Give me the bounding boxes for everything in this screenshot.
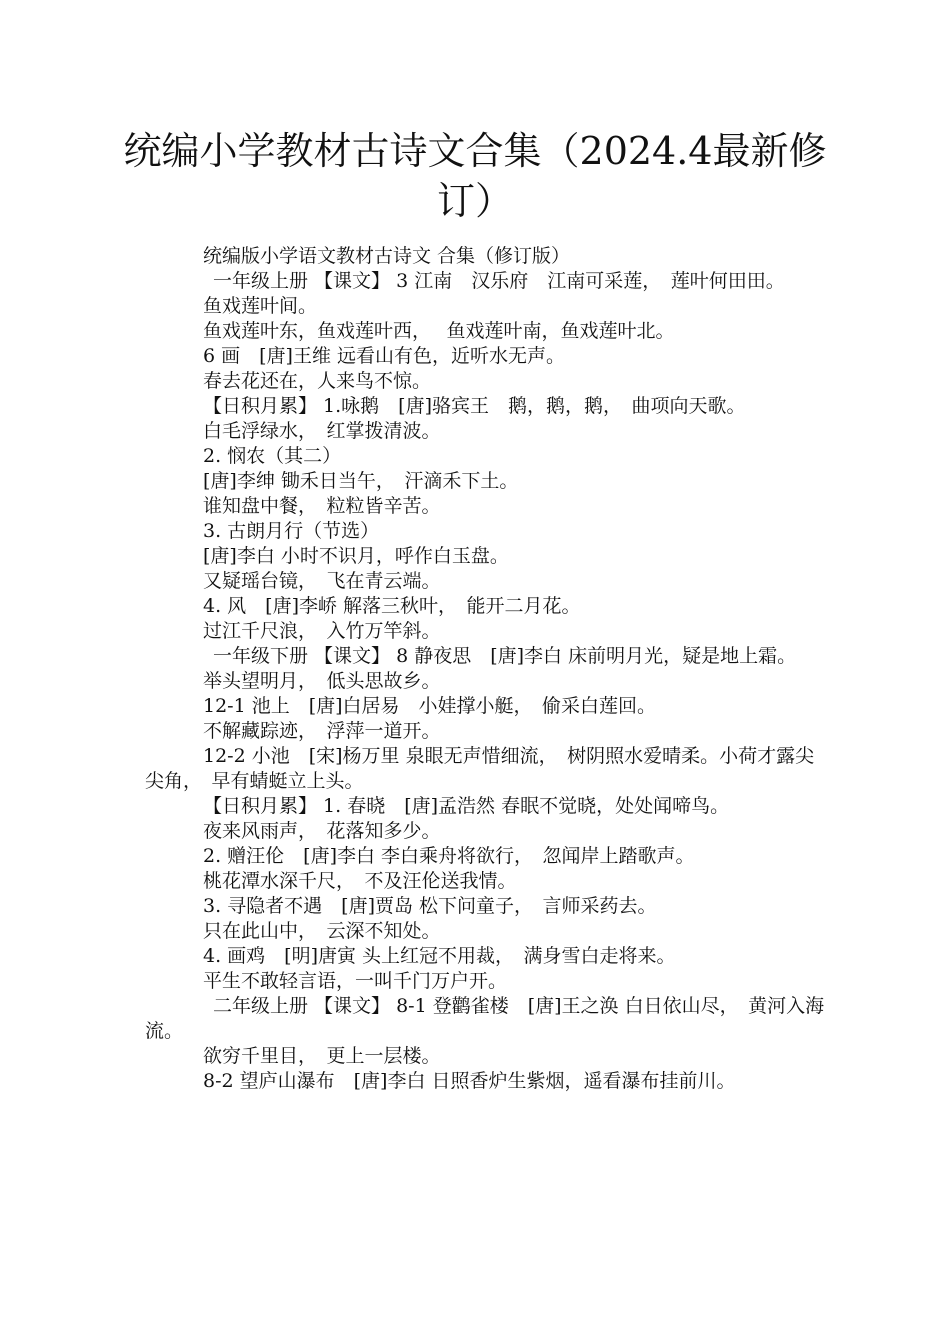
paragraph: 4. 画鸡 [明]唐寅 头上红冠不用裁， 满身雪白走将来。: [203, 945, 676, 967]
paragraph: 鱼戏莲叶东，鱼戏莲叶西， 鱼戏莲叶南，鱼戏莲叶北。: [203, 320, 675, 342]
paragraph: 12-1 池上 [唐]白居易 小娃撑小艇， 偷采白莲回。: [203, 695, 657, 717]
paragraph: 只在此山中， 云深不知处。: [203, 920, 441, 942]
paragraph: 白毛浮绿水， 红掌拨清波。: [203, 420, 441, 442]
paragraph: 【日积月累】 1.咏鹅 [唐]骆宾王 鹅，鹅，鹅， 曲项向天歌。: [203, 395, 746, 417]
paragraph: 桃花潭水深千尺， 不及汪伦送我情。: [203, 870, 517, 892]
paragraph: 过江千尺浪， 入竹万竿斜。: [203, 620, 441, 642]
paragraph: 欲穷千里目， 更上一层楼。: [203, 1045, 441, 1067]
paragraph: 2. 悯农（其二）: [203, 445, 342, 467]
paragraph-collection-title: 统编版小学语文教材古诗文 合集（修订版）: [203, 245, 571, 267]
paragraph: 夜来风雨声， 花落知多少。: [203, 820, 441, 842]
paragraph: 又疑瑶台镜， 飞在青云端。: [203, 570, 441, 592]
paragraph: 2. 赠汪伦 [唐]李白 李白乘舟将欲行， 忽闻岸上踏歌声。: [203, 845, 695, 867]
paragraph: [唐]李白 小时不识月，呼作白玉盘。: [203, 545, 509, 567]
paragraph: 3. 古朗月行（节选）: [203, 520, 380, 542]
paragraph: 鱼戏莲叶间。: [203, 295, 318, 317]
paragraph: 8-2 望庐山瀑布 [唐]李白 日照香炉生紫烟，遥看瀑布挂前川。: [203, 1070, 736, 1092]
paragraph-grade1-upper: 一年级上册 【课文】 3 江南 汉乐府 江南可采莲， 莲叶何田田。: [213, 270, 785, 292]
paragraph: 4. 风 [唐]李峤 解落三秋叶， 能开二月花。: [203, 595, 581, 617]
paragraph: 3. 寻隐者不遇 [唐]贾岛 松下问童子， 言师采药去。: [203, 895, 657, 917]
paragraph: 不解藏踪迹， 浮萍一道开。: [203, 720, 441, 742]
paragraph: 平生不敢轻言语，一叫千门万户开。: [203, 970, 508, 992]
paragraph: 举头望明月， 低头思故乡。: [203, 670, 441, 692]
document-title: 统编小学教材古诗文合集（2024.4最新修订）: [123, 129, 827, 223]
paragraph-grade2-upper: 二年级上册 【课文】 8-1 登鹳雀楼 [唐]王之涣 白日依山尽， 黄河入海流。: [145, 995, 825, 1042]
paragraph: 6 画 [唐]王维 远看山有色，近听水无声。: [203, 345, 565, 367]
paragraph: [唐]李绅 锄禾日当午， 汗滴禾下土。: [203, 470, 519, 492]
paragraph: 谁知盘中餐， 粒粒皆辛苦。: [203, 495, 441, 517]
paragraph-grade1-lower: 一年级下册 【课文】 8 静夜思 [唐]李白 床前明月光，疑是地上霜。: [213, 645, 797, 667]
paragraph: 12-2 小池 [宋]杨万里 泉眼无声惜细流， 树阴照水爱晴柔。小荷才露尖尖角， 早有蜻蜓立上头。: [145, 745, 815, 792]
document-body: [145, 244, 825, 1094]
paragraph: 【日积月累】 1. 春晓 [唐]孟浩然 春眠不觉晓，处处闻啼鸟。: [203, 795, 730, 817]
paragraph: 春去花还在，人来鸟不惊。: [203, 370, 432, 392]
